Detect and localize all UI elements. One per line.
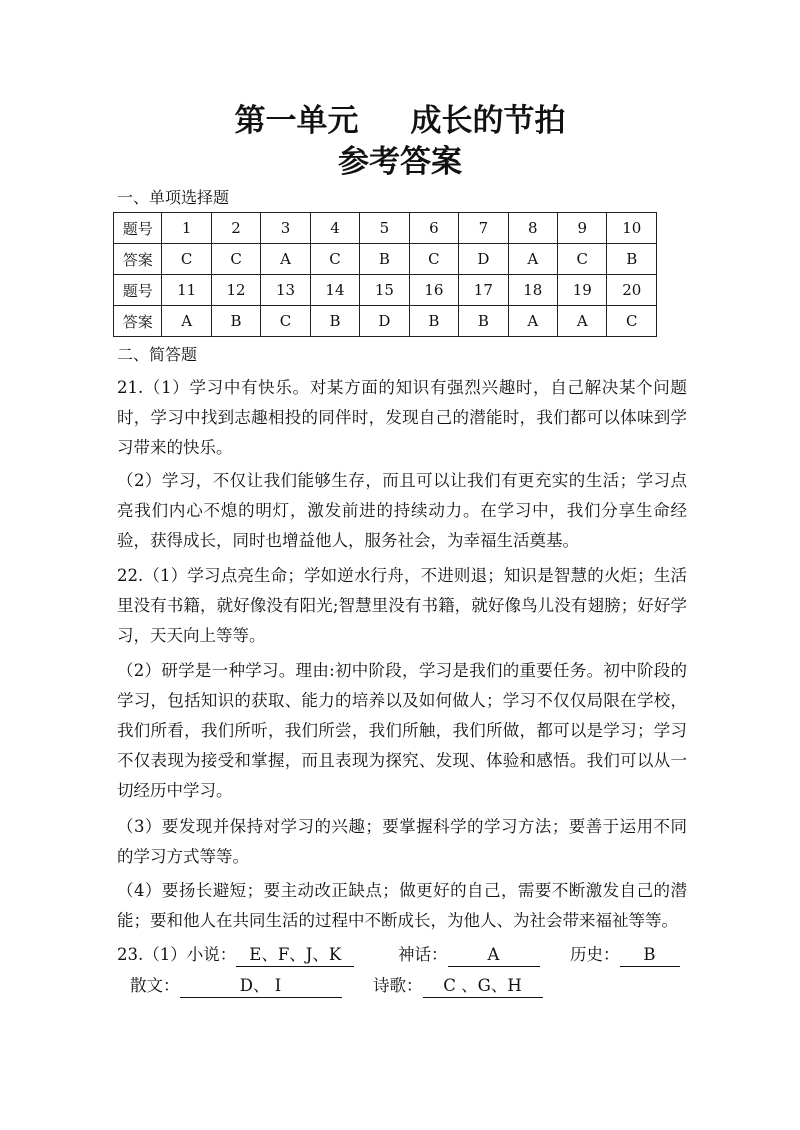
table-cell: B: [211, 306, 260, 337]
table-row: [114, 275, 657, 306]
row-header: 答案: [114, 306, 162, 337]
prose-label: 散文：: [130, 976, 180, 995]
novel-answer: E、F、J、K: [236, 945, 354, 967]
history-answer: B: [620, 945, 680, 967]
table-row: [114, 306, 657, 337]
table-cell: 16: [409, 275, 458, 306]
history-label: 历史：: [570, 945, 620, 964]
myth-label: 神话：: [398, 945, 448, 964]
prose-answer: D、 I: [180, 976, 342, 998]
table-cell: 3: [261, 213, 310, 244]
table-cell: 2: [211, 213, 260, 244]
row-header: 题号: [114, 213, 162, 244]
section-heading-choice: 一、单项选择题: [117, 188, 230, 207]
table-cell: 15: [360, 275, 409, 306]
table-cell: 13: [261, 275, 310, 306]
table-cell: 8: [508, 213, 557, 244]
table-cell: 17: [459, 275, 508, 306]
table-cell: 20: [607, 275, 657, 306]
unit-title: [0, 102, 800, 140]
table-cell: C: [310, 244, 359, 275]
table-cell: A: [558, 306, 607, 337]
table-cell: A: [508, 306, 557, 337]
table-cell: A: [261, 244, 310, 275]
section-heading-short-answer: 二、简答题: [117, 345, 198, 364]
poetry-group: [373, 971, 543, 1001]
answer-22-1: 22.（1）学习点亮生命；学如逆水行舟，不进则退；知识是智慧的火炬；生活里没有书籍，就好像没有阳光;智慧里没有书籍，就好像鸟儿没有翅膀；好好学习，天天向上等等。: [117, 566, 687, 645]
prose-group: [130, 971, 342, 1001]
answer-21-1: 21.（1）学习中有快乐。对某方面的知识有强烈兴趣时，自己解决某个问题时，学习中找到志趣相投的同伴时，发现自己的潜能时，我们都可以体味到学习带来的快乐。: [117, 378, 687, 457]
table-cell: 6: [409, 213, 458, 244]
table-cell: C: [607, 306, 657, 337]
poetry-answer: C 、G、H: [423, 976, 543, 998]
table-cell: C: [409, 244, 458, 275]
page-title: 参考答案: [338, 144, 462, 180]
answer-table: [113, 212, 657, 337]
table-cell: D: [360, 306, 409, 337]
table-cell: 12: [211, 275, 260, 306]
table-cell: 11: [162, 275, 211, 306]
unit-number: 第一单元: [234, 103, 359, 139]
answer-22-2: （2）研学是一种学习。理由:初中阶段，学习是我们的重要任务。初中阶段的学习，包括知识的获取、能力的培养以及如何做人；学习不仅仅局限在学校，我们所看，我们所听，我们所尝，我们所触，我们所做，都可以是学习；学习不仅表现为接受和掌握，而且表现为探究、发现、体验和感悟。我们可以从一切经历中学习。: [117, 661, 687, 800]
table-cell: C: [162, 244, 211, 275]
table-cell: 9: [558, 213, 607, 244]
answer-22-3: （3）要发现并保持对学习的兴趣；要掌握科学的学习方法；要善于运用不同的学习方式等等。: [117, 817, 687, 866]
table-cell: C: [558, 244, 607, 275]
table-cell: A: [508, 244, 557, 275]
table-cell: 7: [459, 213, 508, 244]
table-cell: 10: [607, 213, 657, 244]
table-cell: 19: [558, 275, 607, 306]
row-header: 答案: [114, 244, 162, 275]
table-cell: 5: [360, 213, 409, 244]
answer-23-prefix: 23.（1）小说：: [117, 945, 237, 964]
table-cell: 14: [310, 275, 359, 306]
table-cell: B: [607, 244, 657, 275]
myth-answer: A: [448, 945, 540, 967]
myth-group: [398, 940, 540, 970]
answer-21-2: （2）学习，不仅让我们能够生存，而且可以让我们有更充实的生活；学习点亮我们内心不熄的明灯，激发前进的持续动力。在学习中，我们分享生命经验，获得成长，同时也增益他人，服务社会，为幸福生活奠基。: [117, 471, 687, 550]
unit-name: 成长的节拍: [410, 103, 566, 139]
table-cell: B: [459, 306, 508, 337]
table-cell: C: [261, 306, 310, 337]
table-cell: 1: [162, 213, 211, 244]
table-cell: C: [211, 244, 260, 275]
answer-22-4: （4）要扬长避短；要主动改正缺点；做更好的自己，需要不断激发自己的潜能；要和他人在共同生活的过程中不断成长，为他人、为社会带来福祉等等。: [117, 881, 687, 930]
answer-23-line1: [117, 940, 354, 970]
poetry-label: 诗歌：: [373, 976, 423, 995]
table-cell: D: [459, 244, 508, 275]
table-cell: A: [162, 306, 211, 337]
table-row: [114, 244, 657, 275]
table-cell: B: [360, 244, 409, 275]
table-cell: B: [310, 306, 359, 337]
table-cell: B: [409, 306, 458, 337]
table-cell: 4: [310, 213, 359, 244]
row-header: 题号: [114, 275, 162, 306]
history-group: [570, 940, 680, 970]
table-cell: 18: [508, 275, 557, 306]
table-row: [114, 213, 657, 244]
